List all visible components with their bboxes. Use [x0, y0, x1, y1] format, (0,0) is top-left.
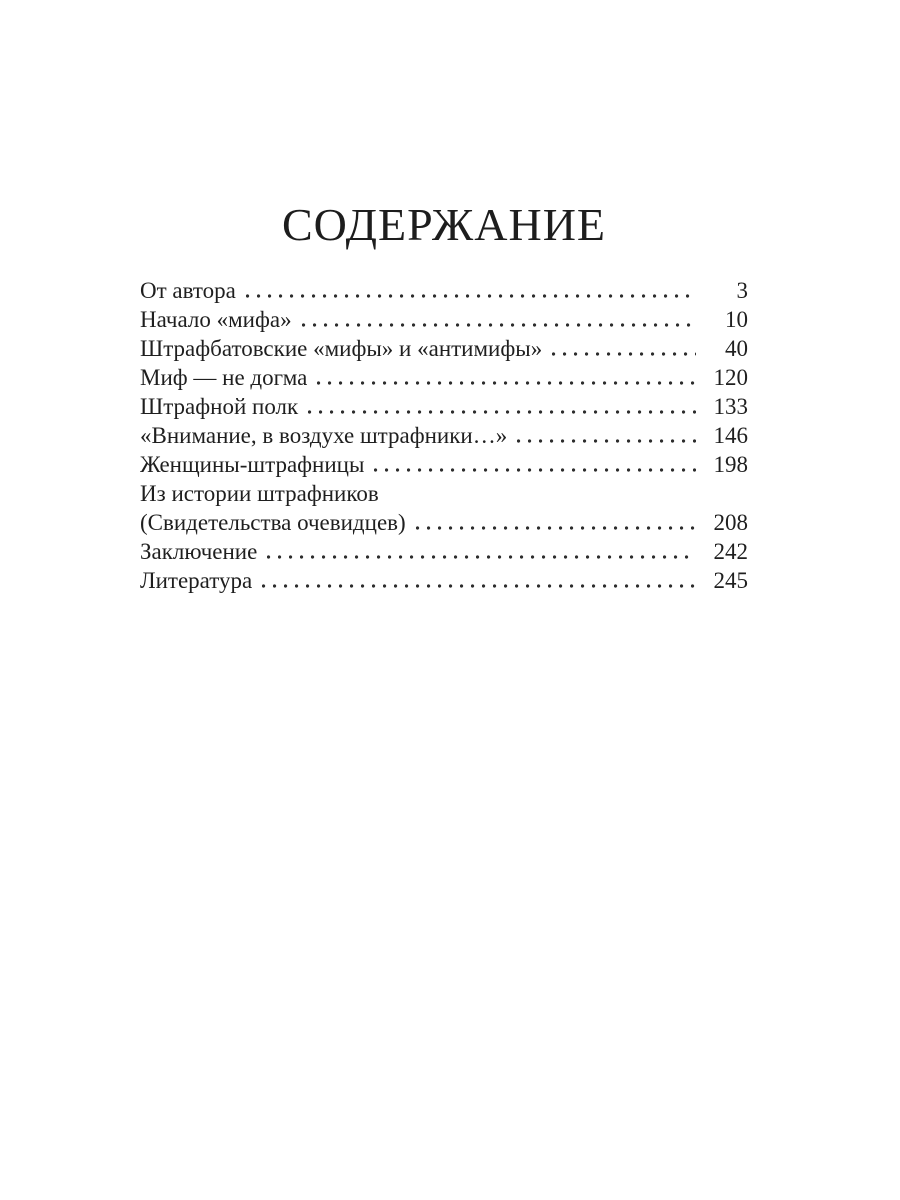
dot-leader — [267, 555, 696, 559]
toc-entry-page: 133 — [713, 394, 748, 419]
toc-entry — [140, 276, 748, 305]
dot-leader — [552, 352, 696, 356]
toc-entry — [140, 450, 748, 479]
toc-entry-page: 198 — [713, 452, 748, 477]
toc-entry — [140, 363, 748, 392]
toc-entry-page: 242 — [713, 539, 748, 564]
dot-leader — [308, 410, 696, 414]
dot-leader — [374, 468, 696, 472]
dot-leader — [302, 323, 696, 327]
toc-entry-label: Миф — не догма — [140, 365, 308, 390]
toc-entry-page: 208 — [713, 510, 748, 535]
toc-entry-label: Штрафной полк — [140, 394, 299, 419]
toc-entry — [140, 537, 748, 566]
page-title: СОДЕРЖАНИЕ — [281, 199, 607, 250]
toc-entry — [140, 392, 748, 421]
toc-entry-label: Из истории штрафников — [140, 481, 379, 506]
dot-leader — [246, 294, 696, 298]
toc-content — [0, 0, 900, 595]
toc-entry — [140, 334, 748, 363]
toc-entry-label: Литература — [140, 568, 253, 593]
dot-leader — [262, 584, 696, 588]
toc-entry-line1 — [140, 479, 748, 508]
toc-entry — [140, 305, 748, 334]
dot-leader — [517, 439, 696, 443]
toc-entry-page: 245 — [713, 568, 748, 593]
toc-entry — [140, 421, 748, 450]
toc-entry-label: Заключение — [140, 539, 258, 564]
toc-entry-label-continuation: (Свидетельства очевидцев) — [140, 510, 406, 535]
toc-entry-label: Женщины-штрафницы — [140, 452, 365, 477]
toc-entry — [140, 566, 748, 595]
toc-entry-label: От автора — [140, 278, 236, 303]
toc-entry-page: 120 — [713, 365, 748, 390]
table-of-contents — [140, 276, 748, 595]
toc-entry-label: Начало «мифа» — [140, 307, 292, 332]
toc-entry-page: 3 — [736, 278, 748, 303]
toc-entry-page: 40 — [725, 336, 748, 361]
toc-entry-page: 10 — [725, 307, 748, 332]
toc-entry-page: 146 — [713, 423, 748, 448]
toc-entry-line2 — [140, 508, 748, 537]
toc-entry-label: Штрафбатовские «мифы» и «антимифы» — [140, 336, 543, 361]
dot-leader — [416, 526, 696, 530]
dot-leader — [317, 381, 696, 385]
toc-entry-label: «Внимание, в воздухе штрафники…» — [140, 423, 508, 448]
